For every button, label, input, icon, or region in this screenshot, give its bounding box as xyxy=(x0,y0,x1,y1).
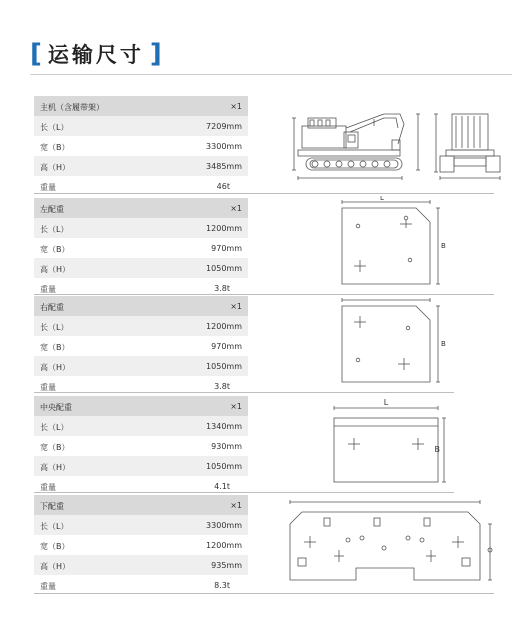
spec-value: 3300mm xyxy=(206,521,242,530)
spec-row xyxy=(34,156,248,176)
spec-label: 重量 xyxy=(40,582,56,591)
spec-label: 重量 xyxy=(40,183,56,192)
component-qty: ×1 xyxy=(230,102,242,111)
spec-row xyxy=(34,316,248,336)
page-title xyxy=(30,38,162,70)
spec-label: 重量 xyxy=(40,285,56,294)
spec-row xyxy=(34,535,248,555)
spec-label: 重量 xyxy=(40,383,56,392)
component-name: 中央配重 xyxy=(40,403,72,412)
block-divider xyxy=(34,193,494,194)
spec-value: 1340mm xyxy=(206,422,242,431)
width-label: B xyxy=(441,340,446,348)
spec-value: 1050mm xyxy=(206,462,242,471)
spec-header-row xyxy=(34,495,248,515)
spec-row xyxy=(34,258,248,278)
spec-value: 970mm xyxy=(211,342,242,351)
spec-row xyxy=(34,376,248,396)
spec-label: 高（H） xyxy=(40,265,71,274)
block-divider xyxy=(34,392,454,393)
spec-value: 3485mm xyxy=(206,162,242,171)
component-name: 右配重 xyxy=(40,303,64,312)
spec-row xyxy=(34,456,248,476)
component-name: 左配重 xyxy=(40,205,64,214)
spec-row xyxy=(34,238,248,258)
title-text: 运输尺寸 xyxy=(47,43,144,67)
right-counterweight-drawing xyxy=(334,294,446,390)
spec-label: 宽（B） xyxy=(40,443,70,452)
excavator-side-view-drawing xyxy=(288,104,426,186)
spec-row xyxy=(34,278,248,298)
spec-value: 3.8t xyxy=(214,284,230,293)
spec-row xyxy=(34,515,248,535)
spec-row xyxy=(34,116,248,136)
bottom-divider xyxy=(34,593,494,594)
spec-row xyxy=(34,416,248,436)
block-divider xyxy=(34,492,454,493)
spec-header-row xyxy=(34,96,248,116)
spec-value: 1200mm xyxy=(206,541,242,550)
spec-value: 3.8t xyxy=(214,382,230,391)
spec-row xyxy=(34,575,248,595)
spec-label: 宽（B） xyxy=(40,542,70,551)
spec-table xyxy=(34,495,248,595)
spec-value: 970mm xyxy=(211,244,242,253)
spec-label: 长（L） xyxy=(40,225,69,234)
excavator-front-view-drawing xyxy=(432,104,504,186)
spec-row xyxy=(34,356,248,376)
spec-value: 3300mm xyxy=(206,142,242,151)
title-bracket-open: [ xyxy=(30,39,42,69)
spec-value: 46t xyxy=(216,182,230,191)
spec-row xyxy=(34,218,248,238)
spec-table xyxy=(34,396,248,496)
spec-label: 高（H） xyxy=(40,363,71,372)
spec-label: 长（L） xyxy=(40,522,69,531)
length-label: L xyxy=(383,398,389,407)
left-counterweight-drawing xyxy=(334,196,446,292)
spec-value: 8.3t xyxy=(214,581,230,590)
center-counterweight-drawing xyxy=(330,396,450,488)
spec-label: 长（L） xyxy=(40,123,69,132)
spec-value: 7209mm xyxy=(206,122,242,131)
spec-row xyxy=(34,336,248,356)
lower-counterweight-drawing xyxy=(284,494,498,590)
width-label: B xyxy=(441,242,446,250)
spec-row xyxy=(34,555,248,575)
spec-value: 930mm xyxy=(211,442,242,451)
spec-value: 1050mm xyxy=(206,264,242,273)
spec-label: 长（L） xyxy=(40,323,69,332)
component-qty: ×1 xyxy=(230,501,242,510)
spec-label: 高（H） xyxy=(40,463,71,472)
spec-table xyxy=(34,198,248,298)
spec-value: 935mm xyxy=(211,561,242,570)
spec-table xyxy=(34,296,248,396)
spec-value: 1050mm xyxy=(206,362,242,371)
spec-label: 宽（B） xyxy=(40,143,70,152)
component-qty: ×1 xyxy=(230,402,242,411)
spec-label: 长（L） xyxy=(40,423,69,432)
spec-label: 高（H） xyxy=(40,163,71,172)
spec-label: 宽（B） xyxy=(40,245,70,254)
spec-header-row xyxy=(34,198,248,218)
component-name: 下配重 xyxy=(40,502,64,511)
spec-row xyxy=(34,436,248,456)
spec-label: 高（H） xyxy=(40,562,71,571)
component-name: 主机（含履带架） xyxy=(40,103,104,112)
spec-row xyxy=(34,476,248,496)
spec-value: 1200mm xyxy=(206,224,242,233)
spec-header-row xyxy=(34,396,248,416)
spec-row xyxy=(34,136,248,156)
spec-table xyxy=(34,96,248,196)
length-label: L xyxy=(380,196,384,202)
width-label: B xyxy=(434,445,440,454)
spec-label: 宽（B） xyxy=(40,343,70,352)
title-bracket-close: ] xyxy=(149,39,162,69)
title-divider xyxy=(30,74,512,75)
spec-label: 重量 xyxy=(40,483,56,492)
spec-header-row xyxy=(34,296,248,316)
spec-value: 4.1t xyxy=(214,482,230,491)
spec-value: 1200mm xyxy=(206,322,242,331)
component-qty: ×1 xyxy=(230,302,242,311)
component-qty: ×1 xyxy=(230,204,242,213)
